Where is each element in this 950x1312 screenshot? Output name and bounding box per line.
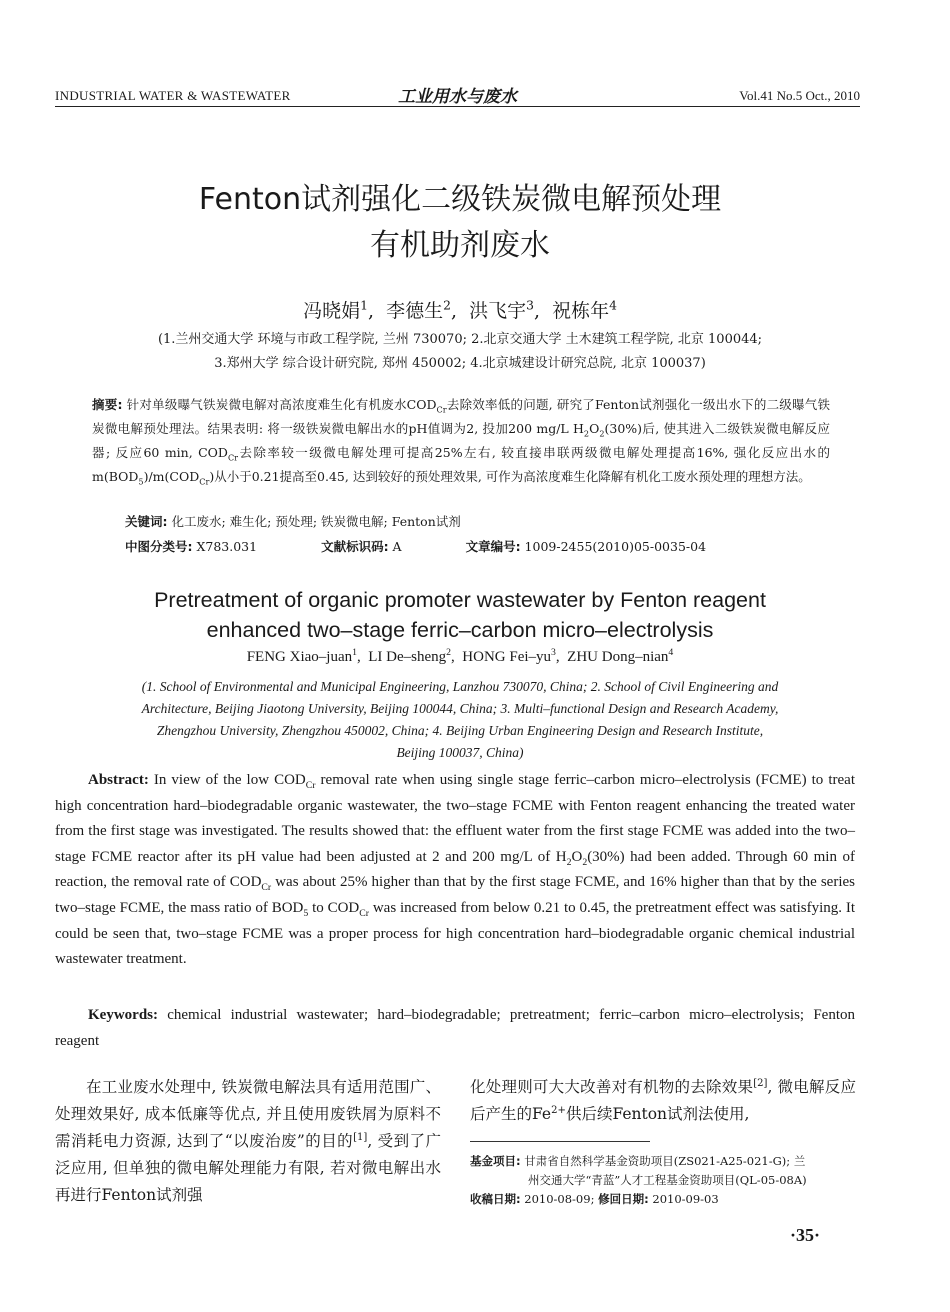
classification-line <box>125 537 766 555</box>
fund-line <box>470 1152 860 1171</box>
doc-code-value: A <box>392 539 402 554</box>
author-sup: 2 <box>446 647 452 658</box>
authors-en: FENG Xiao–juan$^1$, LI De–sheng$^2$, HONG Fei–$yu^3$, ZHU Dong–nian$^4$ <box>246 647 674 665</box>
abstract-en-text: was about 25% higher than that by the first stage FCME, and 16% higher than that by the series two–stage FCME, the mass ratio of BOD <box>55 874 855 916</box>
affiliation-cn-line-1: (1.兰州交通大学 环境与市政工程学院, 兰州 730070; 2.北京交通大学 土木建筑工程学院, 北京 100044; <box>157 332 763 347</box>
abstract-cn-text: )/m(COD <box>143 469 200 484</box>
abstract-cn-text: O <box>589 421 600 436</box>
abstract-en-text: In view of the low COD <box>148 772 306 788</box>
clc <box>125 539 287 554</box>
abstract-cn-label: 摘要: <box>92 397 123 412</box>
abstract-cn-text: 去除率较一级微电解处理可提高25%左右, 较直接串联两级微电解处理提高16%, 强化反应出水的m(BOD <box>92 445 830 484</box>
subscript: 2 <box>582 856 588 868</box>
issue-info: Vol.41 No.5 Oct., 2010 <box>739 88 860 103</box>
abstract-cn-text: 去除效率低的问题, 研究了Fenton试剂强化一级出水下的二级曝气铁炭微电解预处理法。结果表明: 将一级铁炭微电解出水的pH值调为2, 投加200 mg/L H <box>92 397 830 436</box>
affiliations-en <box>60 676 860 764</box>
keywords-cn-text: 化工废水; 难生化; 预处理; 铁炭微电解; Fenton试剂 <box>171 514 461 529</box>
revised-date: 2010-09-03 <box>652 1192 719 1206</box>
fund-text: 甘肃省自然科学基金资助项目(ZS021-A25-021-G); 兰 <box>524 1154 806 1168</box>
author-sup: 3 <box>551 647 556 658</box>
body-text: 化处理则可大大改善对有机物的去除效果 <box>470 1078 754 1096</box>
author-en: LI De–sheng <box>368 649 447 665</box>
author-sup: 3 <box>526 298 534 313</box>
author-cn: 洪飞宇 <box>469 300 527 322</box>
subscript: 2 <box>583 428 590 439</box>
running-header <box>55 82 860 106</box>
article-number-label: 文章编号: <box>465 539 521 554</box>
footnotes <box>470 1152 860 1209</box>
date-line <box>470 1190 860 1209</box>
journal-name-en: INDUSTRIAL WATER & WASTEWATER <box>55 88 291 103</box>
abstract-en-label: Abstract: <box>88 772 149 788</box>
affiliation-en-line: Architecture, Beijing Jiaotong University, Beijing 100044, China; 3. Multi–functional Design and Research Academy, <box>141 701 779 716</box>
affiliation-en-line: (1. School of Environmental and Municipal Engineering, Lanzhou 730070, China; 2. School of Civil Engineering and <box>141 679 779 694</box>
title-en-line-2: enhanced two–stage ferric–carbon micro–electrolysis <box>206 618 714 642</box>
abstract-en-text: O <box>571 848 583 865</box>
body-text: 供后续Fenton试剂法使用, <box>565 1105 750 1123</box>
doc-code-label: 文献标识码: <box>321 539 389 554</box>
abstract-en-text: removal rate when using single stage ferric–carbon micro–electrolysis (FCME) to treat high concentration hard–biodegradable organic wastewater, the two–stage FCME with Fenton reagent enhancing the treated water from the first stage was investigated. The results showed that: the effluent water from the first stage FCME was added into the two–stage FCME reactor after its pH value had been adjusted at 2 and 200 mg/L of H <box>55 772 855 865</box>
author-sup: 4 <box>668 647 674 658</box>
header-rule <box>55 106 860 107</box>
abstract-cn-text: )从小于0.21提高至0.45, 达到较好的预处理效果, 可作为高浓度难生化降解有机化工废水预处理的理想方法。 <box>209 469 811 484</box>
body-text: , 微电解反应后产生的Fe <box>470 1078 856 1123</box>
abstract-en-text: (30%) had been added. Through 60 min of reaction, the removal rate of COD <box>55 848 855 891</box>
title-cn-line-1: Fenton试剂强化二级铁炭微电解预处理 <box>198 182 722 217</box>
body-text: , 受到了广泛应用, 但单独的微电解处理能力有限, 若对微电解出水再进行Fenton试剂强 <box>55 1132 441 1204</box>
subscript: 2 <box>566 856 572 868</box>
citation-ref: [2] <box>753 1077 768 1089</box>
author-cn: 冯晓娟 <box>303 300 361 322</box>
author-sup: 2 <box>443 298 451 313</box>
citation-ref: [1] <box>353 1131 368 1143</box>
journal-name-cn: 工业用水与废水 <box>398 87 517 107</box>
keywords-cn <box>125 512 461 530</box>
body-column-right <box>470 1074 856 1128</box>
authors-cn: 冯晓娟$^1$, 李德生$^2$, 洪飞宇$^3$, 祝栋年$^4$ <box>303 298 617 322</box>
body-column-left <box>55 1074 441 1209</box>
subscript: Cr <box>359 907 369 919</box>
abstract-cn-text: 针对单级曝气铁炭微电解对高浓度难生化有机废水COD <box>126 397 437 412</box>
affiliation-cn-line-2: 3.郑州大学 综合设计研究院, 郑州 450002; 4.北京城建设计研究总院, 北京 100037) <box>214 356 706 371</box>
keywords-en-text: chemical industrial wastewater; hard–biodegradable; pretreatment; ferric–carbon micro–electrolysis; Fenton reagent <box>55 1007 855 1049</box>
clc-value: X783.031 <box>196 539 258 554</box>
title-cn-line-2: 有机助剂废水 <box>370 228 550 263</box>
subscript: 5 <box>303 907 309 919</box>
body-text: 在工业废水处理中, 铁炭微电解法具有适用范围广、处理效果好, 成本低廉等优点, 并且使用废铁屑为原料不需消耗电力资源, 达到了“以废治废”的目的 <box>55 1078 441 1150</box>
author-en: FENG Xiao–juan <box>246 649 353 665</box>
clc-label: 中图分类号: <box>125 539 193 554</box>
abstract-en-text: was increased from below 0.21 to 0.45, the pretreatment effect was satisfying. It could be seen that, two–stage FCME was a proper process for high concentration hard–biodegradable organic chemical industrial wastewater treatment. <box>55 899 855 968</box>
revised-label: 修回日期: <box>598 1192 649 1206</box>
article-number <box>466 539 736 554</box>
keywords-cn-label: 关键词: <box>125 514 168 529</box>
page-number: ·35· <box>790 1225 821 1245</box>
title-en <box>60 585 860 645</box>
subscript: Cr <box>436 404 447 415</box>
author-en: ZHU Dong–nian <box>567 649 669 665</box>
author-en: HONG Fei–yu <box>462 649 552 665</box>
author-sup: 1 <box>360 298 368 313</box>
keywords-en-label: Keywords: <box>88 1007 158 1023</box>
doc-code <box>321 539 432 554</box>
received-label: 收稿日期: <box>470 1192 521 1206</box>
footnote-rule <box>470 1141 650 1142</box>
abstract-en-text: to COD <box>308 899 360 916</box>
fund-label: 基金项目: <box>470 1154 521 1168</box>
author-sup: 1 <box>352 647 357 658</box>
affiliation-en-line: Zhengzhou University, Zhengzhou 450002, China; 4. Beijing Urban Engineering Design and Research Institute, <box>156 723 764 738</box>
subscript: Cr <box>305 780 316 791</box>
abstract-cn-text: (30%)后, 使其进入二级铁炭微电解反应器; 反应60 min, COD <box>92 421 831 460</box>
superscript: 2+ <box>551 1104 566 1116</box>
affiliation-en-line: Beijing 100037, China) <box>396 745 524 760</box>
subscript: Cr <box>199 476 210 487</box>
author-cn: 祝栋年 <box>552 300 610 322</box>
subscript: Cr <box>261 882 272 894</box>
subscript: Cr <box>227 452 239 463</box>
author-sup: 4 <box>609 298 617 313</box>
title-en-line-1: Pretreatment of organic promoter wastewater by Fenton reagent <box>154 588 766 612</box>
received-date: 2010-08-09; <box>524 1192 595 1206</box>
subscript: 2 <box>599 428 605 439</box>
fund-line-2: 州交通大学“青蓝”人才工程基金资助项目(QL-05-08A) <box>528 1173 807 1187</box>
subscript: 5 <box>138 476 144 487</box>
abstract-en <box>55 768 855 973</box>
article-number-value: 1009-2455(2010)05-0035-04 <box>524 539 707 554</box>
abstract-cn <box>92 393 830 489</box>
author-cn: 李德生 <box>386 300 444 322</box>
keywords-en <box>55 1003 855 1054</box>
